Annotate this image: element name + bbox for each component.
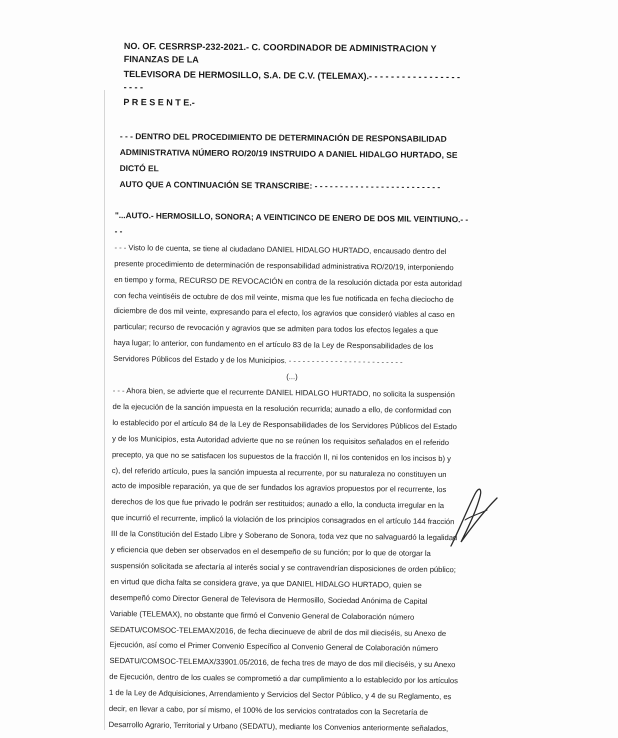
paragraph2-line: desempeñó como Director General de Televisora de Hermosillo, Sociedad Anónima de Capital [110, 592, 428, 606]
auto-title: "...AUTO.- HERMOSILLO, SONORA; A VEINTICINCO DE ENERO DE DOS MIL VEINTIUNO.- - - - [114, 210, 469, 236]
paragraph1-line: diciembre de dos mil veinte, expresando para el efecto, los agravios que consideró viables al caso en [113, 306, 455, 320]
intro-block [119, 128, 465, 195]
paragraph2-line: y de los Municipios, esta Autoridad advierte que no se reúnen los requisitos señalados en el referido [112, 433, 450, 447]
office-number-line: NO. OF. CESRRSP-232-2021.- C. COORDINADOR DE ADMINISTRACION Y FINANZAS DE LA [123, 40, 437, 65]
paragraph2-line: - - - Ahora bien, se advierte que el recurrente DANIEL HIDALGO HURTADO, no solicita la suspensión [112, 385, 455, 400]
ellipsis: (...) [286, 372, 298, 382]
addressee-line: TELEVISORA DE HERMOSILLO, S.A. DE C.V. (TELEMAX).- - - - - - - - - - - - - - - - - - - - - [123, 68, 461, 93]
paragraph2-line: suspensión solicitada se afectaría al interés social y se contravendrían disposiciones de orden público; [110, 560, 456, 575]
paragraph1-line: haya lugar; lo anterior, con fundamento en el artículo 83 de la Ley de Responsabilidades de los [113, 338, 434, 352]
paragraph1-line: en tiempo y forma, RECURSO DE REVOCACIÓN en contra de la resolución dictada por esta autoridad [114, 274, 462, 288]
presente-line: P R E S E N T E.- [123, 96, 195, 108]
paragraph2-line: decir, en llevar a cabo, por sí mismo, el 100% de los servicios contratados con la Secretaría de [108, 704, 429, 717]
paragraph2-line: SEDATU/COMSOC-TELEMAX/33901.05/2016, de fecha tres de mayo de dos mil dieciséis, y su Anexo [109, 656, 456, 670]
paragraph1-line: con fecha veintiséis de octubre de dos mil veinte, misma que les fue notificada en fecha dieciocho de [113, 290, 454, 304]
paragraph2-line: lo establecido por el artículo 84 de la Ley de Responsabilidades de los Servidores Públicos del Estado [112, 417, 457, 431]
paragraph2-line: Ejecución, así como el Primer Convenio Específico al Convenio General de Colaboración número [109, 640, 439, 654]
paragraph1-line: presente procedimiento de determinación de responsabilidad administrativa RO/20/19, interponiendo [114, 258, 454, 272]
paragraph2-line: y eficiencia que deben ser observados en el desempeño de su función; por lo que de otorgar la [110, 545, 431, 558]
paragraph2-line: III de la Constitución del Estado Libre y Soberano de Sonora, toda vez que no salvaguardó la legalidad [110, 529, 458, 543]
paragraph2-line: en virtud que dicha falta se considera grave, ya que DANIEL HIDALGO HURTADO, quien se [110, 576, 422, 590]
intro-line-1: - - - DENTRO DEL PROCEDIMIENTO DE DETERMINACIÓN DE RESPONSABILIDAD [119, 130, 447, 144]
paragraph1-line: Servidores Públicos del Estado y de los Municipios. - - - - - - - - - - - - - - - - - - - - - - - - - [113, 354, 403, 367]
paragraph2-line: precepto, ya que no se satisfacen los supuestos de la fracción II, ni los contenidos en los incisos b) y [111, 449, 451, 463]
paragraph2-line: Variable (TELEMAX), no obstante que firmó el Convenio General de Colaboración número [109, 608, 415, 622]
handwritten-signature [445, 480, 505, 552]
paragraph2-line: Desarrollo Agrario, Territorial y Urbano (SEDATU), mediante los Convenios anteriormente señalados, [108, 719, 449, 734]
margin-line [104, 90, 105, 730]
addressee-block [123, 40, 462, 114]
transcribed-auto [109, 208, 473, 737]
paragraph2-line: que incurrió el recurrente, implicó la violación de los principios consagrados en el artículo 144 fracción [111, 513, 455, 527]
paragraph2-line: c), del referido artículo, pues la sanción impuesta al recurrente, por su naturaleza no constituyen un [111, 465, 447, 479]
paragraph2-line: derechos de los que fue privado le podrán ser restituidos; aunado a ello, la conducta irregular en la [111, 497, 445, 511]
paragraph1-line: - - - Visto lo de cuenta, se tiene al ciudadano DANIEL HIDALGO HURTADO, encausado dentro del [114, 242, 447, 256]
paragraph2-line: de la ejecución de la sanción impuesta en la resolución recurrida; aunado a ello, de conformidad con [112, 401, 452, 415]
paragraph2-line: SEDATU/COMSOC-TELEMAX/2016, de fecha diecinueve de abril de dos mil dieciséis, su Anexo de [109, 624, 447, 638]
paragraph2-line: 1 de la Ley de Adquisiciones, Arrendamiento y Servicios del Sector Público, y 4 de su Reglamento, es [109, 688, 452, 702]
paragraph2-line: acto de imposible reparación, ya que de ser fundados los agravios propuestos por el recurrente, los [111, 481, 447, 495]
intro-line-3: AUTO QUE A CONTINUACIÓN SE TRANSCRIBE: - - - - - - - - - - - - - - - - - - - - - - - - - [119, 178, 441, 192]
paragraph1-line: particular; recurso de revocación y agravios que se admiten para todos los efectos legales a que [113, 322, 439, 336]
paragraph2-line: de Ejecución, dentro de los cuales se comprometió a dar cumplimiento a lo establecido por los artículos [109, 672, 458, 686]
intro-line-2: ADMINISTRATIVA NÚMERO RO/20/19 INSTRUIDO A DANIEL HIDALGO HURTADO, SE DICTÓ EL [119, 146, 458, 174]
